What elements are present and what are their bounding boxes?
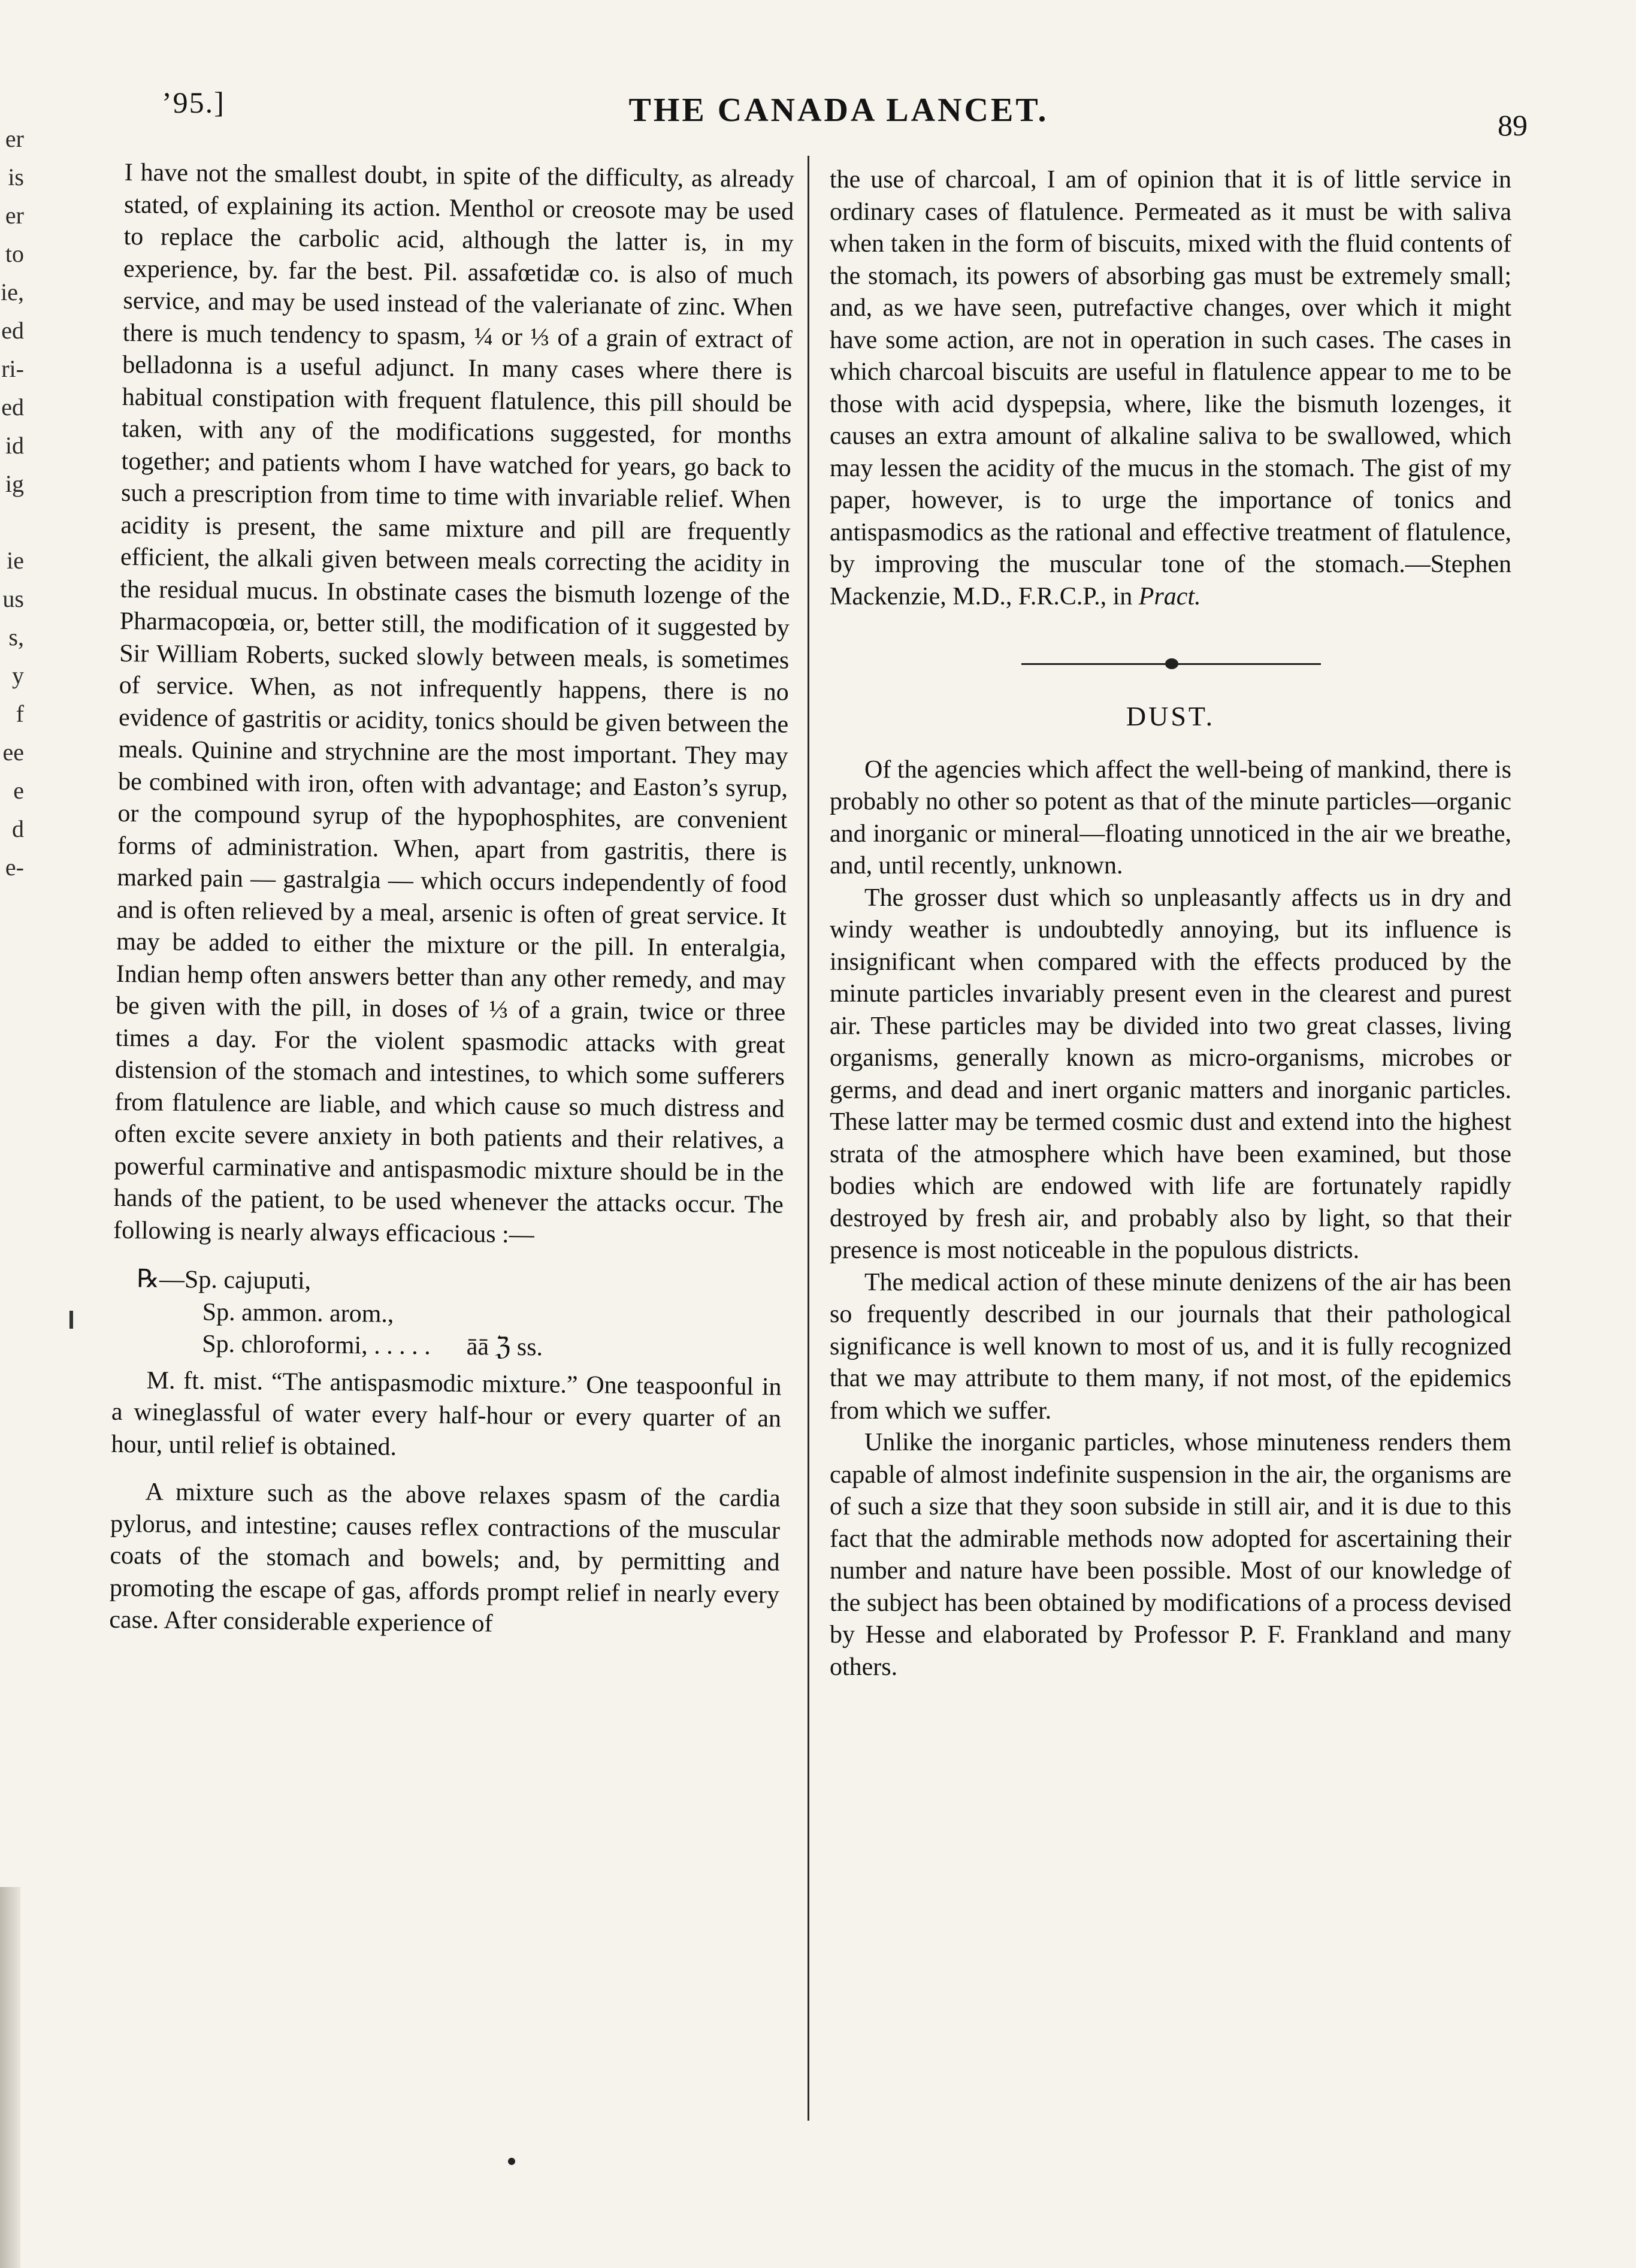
formula-dose: āā ℨ ss. <box>466 1333 543 1362</box>
header-year: ’95.] <box>162 86 225 119</box>
edge-fragment: ig <box>5 470 24 497</box>
edge-fragment: s, <box>8 624 24 651</box>
edge-fragment: e- <box>5 854 24 881</box>
edge-fragment: is <box>8 164 24 190</box>
column-right <box>830 164 1511 1683</box>
prescription-formula <box>136 1263 783 1366</box>
edge-fragment: id <box>5 432 24 459</box>
paragraph: The grosser dust which so unpleasantly affects us in dry and windy weather is undoubtedly annoying, but its influence is insignificant when compared with the effects produced by the minute particles invariably present even in the clearest and purest air. These particles may be divided into two great classes, living organisms, generally known as micro-organisms, microbes or germs, and dead and inert organic matters and inorganic particles. These latter may be termed cosmic dust and extend into the highest strata of the atmosphere which have been examined, but those bodies which are endowed with life are fortunately rapidly destroyed by fresh air, and probably also by light, so that their presence is most noticeable in the populous districts. <box>830 884 1511 1264</box>
page-number: 89 <box>1498 108 1528 142</box>
ink-speck <box>508 2158 515 2165</box>
edge-fragment: er <box>5 125 24 152</box>
page-header <box>162 79 1528 145</box>
edge-fragment: to <box>5 240 24 267</box>
separator-ornament <box>1165 658 1178 669</box>
journal-title: THE CANADA LANCET. <box>628 92 1049 129</box>
paragraph: Of the agencies which affect the well-being of mankind, there is probably no other so potent as that of the minute particles—organic and inorganic or mineral—floating unnoticed in the air we breathe, and, until recently, unknown. <box>830 755 1511 879</box>
column-divider <box>808 156 809 2121</box>
edge-fragment: ie, <box>1 279 24 306</box>
binding-shadow <box>0 1887 20 2268</box>
paragraph: M. ft. mist. “The antispasmodic mixture.” One teaspoonful in a wineglassful of water every half-hour or every quarter of an hour, until relief is obtained. <box>111 1366 782 1461</box>
source-citation: Pract. <box>1138 582 1201 610</box>
paragraph: I have not the smallest doubt, in spite of the difficulty, as already stated, of explaining its action. Menthol or creosote may be used to replace the carbolic acid, although the latter is, in my experience, by. far the best. Pil. assafœtidæ co. is also of much service, and may be used instead of the valerianate of zinc. When there is much tendency to spasm, ¼ or ⅓ of a grain of extract of belladonna is a useful adjunct. In many cases where there is habitual constipation with frequent flatulence, this pill should be taken, with any of the modifications suggested, for months together; and patients whom I have watched for years, go back to such a prescription from time to time with invariable relief. When acidity is present, the same mixture and pill are frequently efficient, the alkali given between meals correcting the acidity in the residual mucus. In obstinate cases the bismuth lozenge of the Pharmacopœia, or, better still, the modification of it suggested by Sir William Roberts, sucked slowly between meals, is sometimes of service. When, as not infrequently happens, there is no evidence of gastritis or acidity, tonics should be given between the meals. Quinine and strychnine are the most important. They may be combined with iron, often with advantage; and Easton’s syrup, or the compound syrup of the hypophosphites, are convenient forms of administration. When, apart from gastritis, there is marked pain — gastralgia — which occurs independently of food and is often relieved by a meal, arsenic is often of great service. It may be added to either the mixture or the pill. In enteralgia, Indian hemp often answers better than any other remedy, and may be given with the pill, in doses of ⅓ of a grain, twice or three times a day. For the violent spasmodic attacks with great distension of the stomach and intestines, to which some sufferers from flatulence are liable, and which cause so much distress and often excite severe anxiety in both patients and their relatives, a powerful carminative and antispasmodic mixture should be in the hands of the patient, to be used whenever the attacks occur. The following is nearly always efficacious :— <box>113 158 794 1248</box>
edge-fragment <box>0 503 25 542</box>
formula-line: ℞—Sp. cajuputi, <box>137 1265 312 1295</box>
edge-fragment: ee <box>2 739 24 766</box>
edge-fragment: ie <box>7 547 24 574</box>
paragraph <box>830 164 1511 613</box>
edge-fragment: f <box>16 700 24 727</box>
edge-fragment: us <box>2 585 24 612</box>
adjacent-page-edge <box>0 120 25 1653</box>
edge-fragment: e <box>13 777 24 804</box>
paragraph-text: the use of charcoal, I am of opinion that it is of little service in ordinary cases of flatulence. Permeated as it must be with saliva when taken in the form of biscuits, mixed with the fluid contents of the stomach, its powers of absorbing gas must be extremely small; and, as we have seen, putrefactive changes, over which it might have some action, are not in operation in such cases. The cases in which charcoal biscuits are useful in flatulence appear to me to be those with acid dyspepsia, where, like the bismuth lozenges, it causes an extra amount of alkaline saliva to be swallowed, which may lessen the acidity of the mucus in the stomach. The gist of my paper, however, is to urge the importance of tonics and antispasmodics as the rational and effective treatment of flatulence, by improving the muscular tone of the stomach.—Stephen Mackenzie, M.D., F.R.C.P., in <box>830 166 1511 610</box>
edge-fragment: ri- <box>1 355 24 382</box>
edge-fragment: ed <box>1 394 24 421</box>
column-left <box>109 157 794 1643</box>
paragraph: A mixture such as the above relaxes spasm of the cardia pylorus, and intestine; causes reflex contractions of the muscular coats of the stomach and bowels; and, by permitting and promoting the escape of gas, affords prompt relief in nearly every case. After considerable experience of <box>109 1478 781 1638</box>
formula-line <box>136 1327 782 1366</box>
edge-fragment: er <box>5 202 24 229</box>
paragraph: The medical action of these minute denizens of the air has been so frequently described in our journals that their pathological significance is well known to most of us, and it is fully recognized that we may attribute to them many, if not most, of the epidemics from which we suffer. <box>830 1268 1511 1425</box>
edge-fragment: d <box>12 815 24 842</box>
formula-line: Sp. ammon. arom., <box>202 1298 394 1328</box>
section-separator <box>830 646 1511 682</box>
edge-fragment: y <box>12 662 24 689</box>
paragraph: Unlike the inorganic particles, whose minuteness renders them capable of almost indefinite suspension in the air, the organisms are of such a size that they soon subside in still air, and it is due to this fact that the admirable methods now adopted for ascertaining their number and nature have been possible. Most of our knowledge of the subject has been obtained by modifications of a process devised by Hesse and elaborated by Professor P. F. Frankland and many others. <box>830 1429 1511 1681</box>
formula-ingredient: Sp. chloroformi, . . . . . <box>202 1330 431 1360</box>
margin-mark <box>69 1311 73 1329</box>
section-title: DUST. <box>1126 701 1215 731</box>
edge-fragment: ed <box>1 317 24 344</box>
